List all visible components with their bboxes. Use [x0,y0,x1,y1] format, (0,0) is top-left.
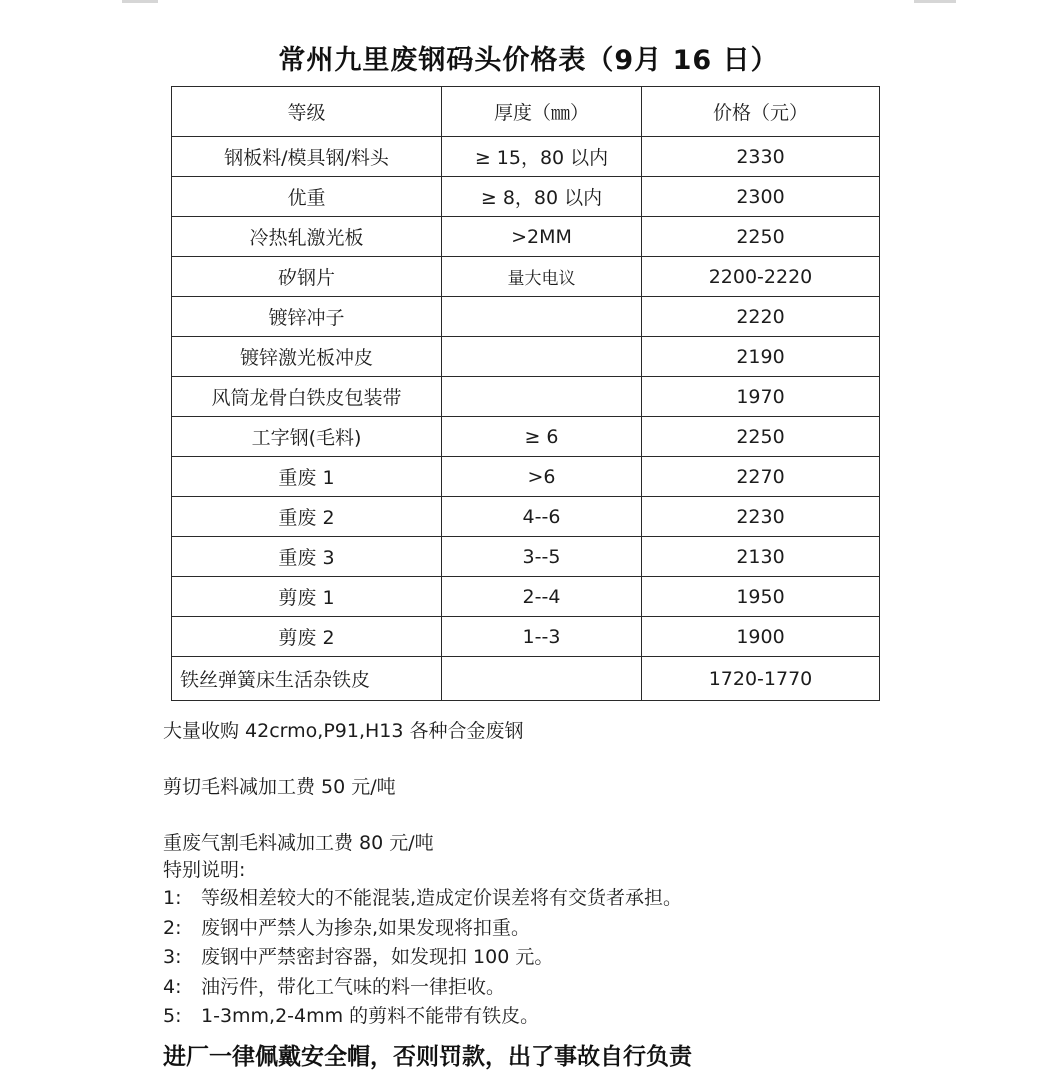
price-cell: 2220 [642,297,880,337]
rule-number: 3: [163,946,182,968]
price-cell: 1900 [642,617,880,657]
thickness-cell: 4--6 [442,497,642,537]
price-cell: 1970 [642,377,880,417]
rule-item [163,943,682,973]
price-cell: 2300 [642,177,880,217]
table-row [172,457,880,497]
rule-item [163,884,682,914]
grade-cell: 风筒龙骨白铁皮包装带 [172,377,442,417]
price-cell: 2250 [642,417,880,457]
rule-number: 5: [163,1005,182,1027]
thickness-cell [442,657,642,701]
table-row [172,617,880,657]
thickness-cell: ≥ 6 [442,417,642,457]
thickness-cell [442,337,642,377]
price-cell: 2130 [642,537,880,577]
price-cell: 2230 [642,497,880,537]
grade-cell: 钢板料/模具钢/料头 [172,137,442,177]
bulk-purchase-note: 大量收购 42crmo,P91,H13 各种合金废钢 [163,720,524,742]
table-row [172,177,880,217]
price-cell: 1950 [642,577,880,617]
price-cell: 2200-2220 [642,257,880,297]
price-cell: 2330 [642,137,880,177]
price-cell: 2270 [642,457,880,497]
page-edge-mark-right [914,0,956,3]
rule-number: 2: [163,916,182,939]
page-title: 常州九里废钢码头价格表（9月 16 日） [278,45,779,76]
thickness-cell: 3--5 [442,537,642,577]
price-cell: 2190 [642,337,880,377]
table-row [172,137,880,177]
table-row [172,497,880,537]
thickness-cell: 量大电议 [442,257,642,297]
thickness-cell: 2--4 [442,577,642,617]
rule-text: 废钢中严禁人为掺杂,如果发现将扣重。 [201,916,531,939]
grade-cell: 剪废 1 [172,577,442,617]
table-row [172,417,880,457]
page-edge-mark-left [122,0,158,3]
table-row [172,577,880,617]
header-grade: 等级 [172,87,442,137]
rule-text: 1-3mm,2-4mm 的剪料不能带有铁皮。 [201,1005,540,1027]
shear-fee-note: 剪切毛料减加工费 50 元/吨 [163,776,396,798]
special-notes-heading: 特别说明: [163,859,246,881]
grade-cell: 镀锌激光板冲皮 [172,337,442,377]
thickness-cell [442,377,642,417]
thickness-cell: >2MM [442,217,642,257]
table-header-row [172,87,880,137]
thickness-cell: >6 [442,457,642,497]
header-price: 价格（元） [642,87,880,137]
gas-cut-fee-note: 重废气割毛料减加工费 80 元/吨 [163,832,434,854]
rule-text: 等级相差较大的不能混装,造成定价误差将有交货者承担。 [201,887,683,909]
grade-cell: 冷热轧激光板 [172,217,442,257]
thickness-cell [442,297,642,337]
grade-cell: 镀锌冲子 [172,297,442,337]
price-cell: 1720-1770 [642,657,880,701]
table-row [172,217,880,257]
rule-number: 1: [163,887,182,909]
grade-cell: 重废 1 [172,457,442,497]
grade-cell: 优重 [172,177,442,217]
table-row [172,297,880,337]
grade-cell: 剪废 2 [172,617,442,657]
safety-notice: 进厂一律佩戴安全帽，否则罚款，出了事故自行负责 [163,1044,692,1070]
table-row [172,377,880,417]
table-row [172,657,880,701]
table-row [172,257,880,297]
rule-item [163,914,682,944]
grade-cell: 矽钢片 [172,257,442,297]
thickness-cell: ≥ 8，80 以内 [442,177,642,217]
rules-list [163,884,682,1032]
price-cell: 2250 [642,217,880,257]
rule-item [163,973,682,1003]
rule-text: 废钢中严禁密封容器，如发现扣 100 元。 [201,946,554,968]
rule-item [163,1002,682,1032]
grade-cell: 工字钢(毛料) [172,417,442,457]
table-row [172,537,880,577]
grade-cell: 铁丝弹簧床生活杂铁皮 [172,657,442,701]
rule-text: 油污件，带化工气味的料一律拒收。 [201,975,506,998]
grade-cell: 重废 2 [172,497,442,537]
price-table [171,86,880,701]
thickness-cell: ≥ 15，80 以内 [442,137,642,177]
grade-cell: 重废 3 [172,537,442,577]
thickness-cell: 1--3 [442,617,642,657]
rule-number: 4: [163,975,182,998]
table-row [172,337,880,377]
header-thickness: 厚度（㎜） [442,87,642,137]
